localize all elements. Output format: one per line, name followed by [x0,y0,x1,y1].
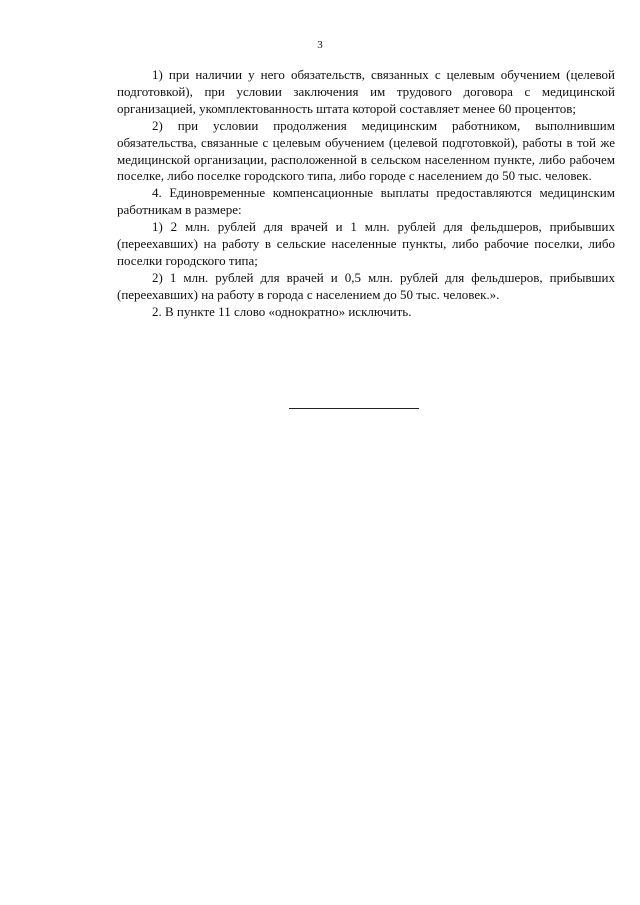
paragraph-item-2-condition: 2) при условии продолжения медицинским работником, выполнившим обязательства, связанные с целевым обучением (целевой подготовкой), работы в той же медицинской организации, расположенной в сельском населенном пункте, либо рабочем поселке, либо поселке городского типа, либо городе с населением до 50 тыс. человек. [117,117,615,184]
paragraph-payment-towns: 2) 1 млн. рублей для врачей и 0,5 млн. рублей для фельдшеров, прибывших (переехавших) на работу в города с населением до 50 тыс. человек.». [117,269,615,302]
document-body [117,67,615,321]
paragraph-payment-rural: 1) 2 млн. рублей для врачей и 1 млн. рублей для фельдшеров, прибывших (переехавших) на работу в сельские населенные пункты, либо рабочие поселки, либо поселки городского типа; [117,219,615,268]
end-separator-line [289,408,419,409]
page-number: 3 [317,39,323,51]
paragraph-clause-4: 4. Единовременные компенсационные выплаты предоставляются медицинским работникам в размере: [117,185,615,218]
paragraph-clause-2-amendment: 2. В пункте 11 слово «однократно» исключить. [152,303,412,319]
paragraph-item-1-condition: 1) при наличии у него обязательств, связанных с целевым обучением (целевой подготовкой), при условии заключения им трудового договора с медицинской организацией, укомплектованность штата которой составляет менее 60 процентов; [117,67,615,116]
